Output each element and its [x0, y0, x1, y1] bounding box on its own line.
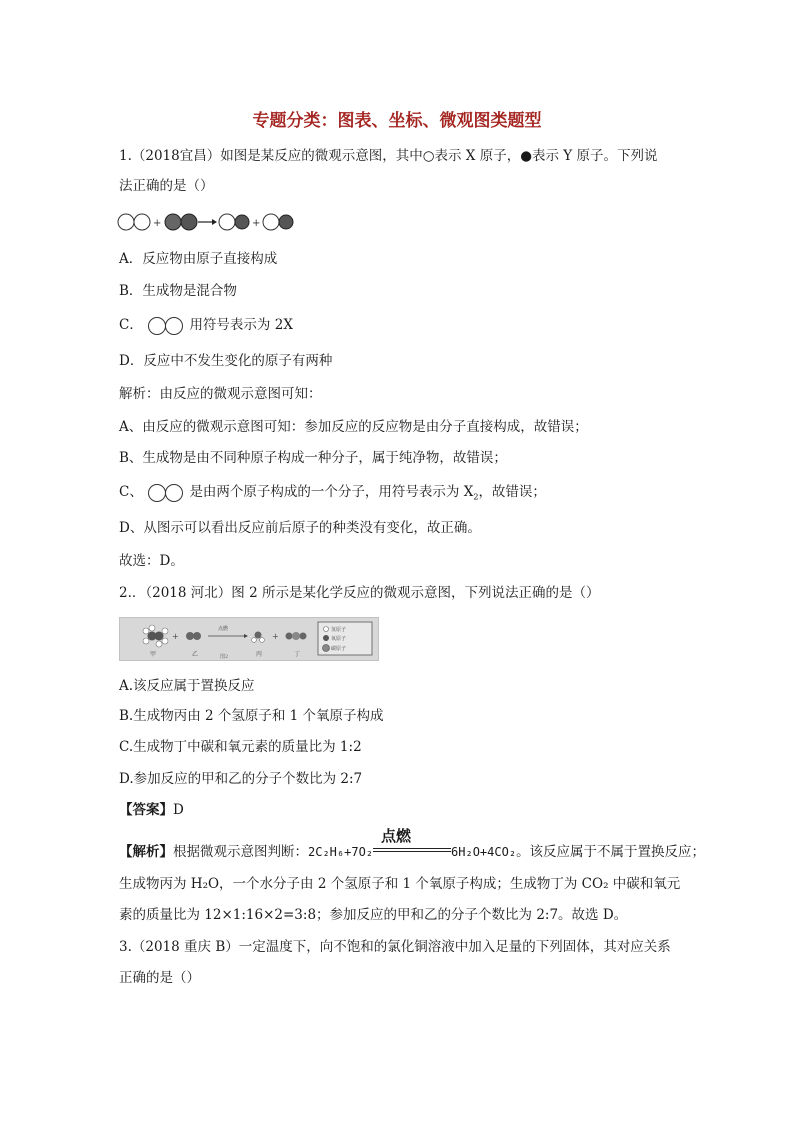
page-title: 专题分类：图表、坐标、微观图类题型: [252, 111, 542, 131]
legend-h: 氢原子: [331, 627, 347, 633]
q1-option-a: A．反应物由原子直接构成: [119, 251, 278, 267]
q1-choice: 故选：D。: [119, 553, 184, 569]
legend-c: 碳原子: [331, 646, 347, 652]
svg-text:+: +: [153, 218, 162, 229]
q2-analysis-line1: 【解析】根据微观示意图判断：2C₂H₆+7O₂ 点燃 6H₂O+4CO₂。该反应属于不属于置换反应；: [119, 827, 706, 860]
q1-option-d: D．反应中不发生变化的原子有两种: [119, 353, 333, 369]
q2-reaction-diagram: [120, 618, 378, 660]
q1-analysis-intro: 解析：由反应的微观示意图可知：: [119, 386, 322, 402]
q1-reaction-diagram: [117, 210, 297, 234]
svg-text:+: +: [272, 632, 279, 641]
q1-analysis-b: B、生成物是由不同种原子构成一种分子，属于纯净物，故错误；: [119, 450, 507, 466]
q1-stem-line2: 法正确的是（）: [119, 178, 214, 194]
q3-stem-line1: 3.（2018 重庆 B）一定温度下，向不饱和的氯化铜溶液中加入足量的下列固体，其对应关系: [119, 939, 671, 955]
equation-condition: 点燃: [373, 842, 451, 862]
label-ding: 丁: [294, 651, 301, 658]
fig-caption: 图2: [220, 654, 229, 660]
product-xy-molecule-2: [263, 214, 293, 230]
legend-box: [318, 622, 372, 655]
molecule-jia: [143, 625, 168, 647]
q2-option-c: C.生成物丁中碳和氧元素的质量比为 1:2: [119, 739, 362, 755]
molecule-yi: [186, 632, 201, 640]
q1-analysis-d: D、从图示可以看出反应前后原子的种类没有变化，故正确。: [119, 520, 481, 536]
label-yi: 乙: [192, 651, 199, 658]
q1-option-c: C． 用符号表示为 2X: [119, 315, 293, 336]
q2-reaction-photo: [119, 617, 379, 661]
x2-molecule-icon: [147, 316, 185, 336]
reactant-y2-molecule: [165, 214, 197, 230]
molecule-ding: [286, 632, 307, 640]
x2-molecule-icon: [147, 483, 185, 503]
legend-o: 氧原子: [331, 636, 347, 642]
q1-analysis-c: C、 是由两个原子构成的一个分子，用符号表示为 $X_2$，故错误；: [119, 484, 546, 502]
q2-option-d: D.参加反应的甲和乙的分子个数比为 2:7: [119, 771, 363, 787]
reactant-x2-molecule: [118, 214, 150, 230]
label-bing: 丙: [256, 651, 263, 658]
q2-analysis-line2: 生成物丙为 H₂O，一个水分子由 2 个氢原子和 1 个氧原子构成；生成物丁为 CO₂ 中碳和氧元: [119, 876, 681, 892]
q3-stem-line2: 正确的是（）: [119, 970, 200, 986]
molecule-bing: [252, 632, 265, 643]
fig-condition: 点燃: [218, 626, 229, 632]
q2-stem: 2.．（2018 河北）图 2 所示是某化学反应的微观示意图，下列说法正确的是（）: [119, 585, 600, 601]
svg-text:+: +: [252, 218, 261, 229]
q2-option-a: A.该反应属于置换反应: [119, 678, 255, 694]
q1-option-b: B．生成物是混合物: [119, 283, 237, 299]
q2-answer: 【答案】D: [119, 802, 184, 818]
q1-analysis-a: A、由反应的微观示意图可知：参加反应的反应物是由分子直接构成，故错误；: [119, 419, 588, 435]
q1-stem-line1: 1.（2018宜昌）如图是某反应的微观示意图，其中○表示 X 原子，●表示 Y 原子。下列说: [119, 148, 658, 164]
label-jia: 甲: [150, 651, 157, 658]
q2-option-b: B.生成物丙由 2 个氢原子和 1 个氧原子构成: [119, 708, 384, 724]
product-xy-molecule-1: [219, 214, 249, 230]
q2-analysis-line3: 素的质量比为 12×1:16×2=3:8；参加反应的甲和乙的分子个数比为 2:7。故选 D。: [119, 907, 628, 923]
svg-text:+: +: [172, 632, 179, 641]
